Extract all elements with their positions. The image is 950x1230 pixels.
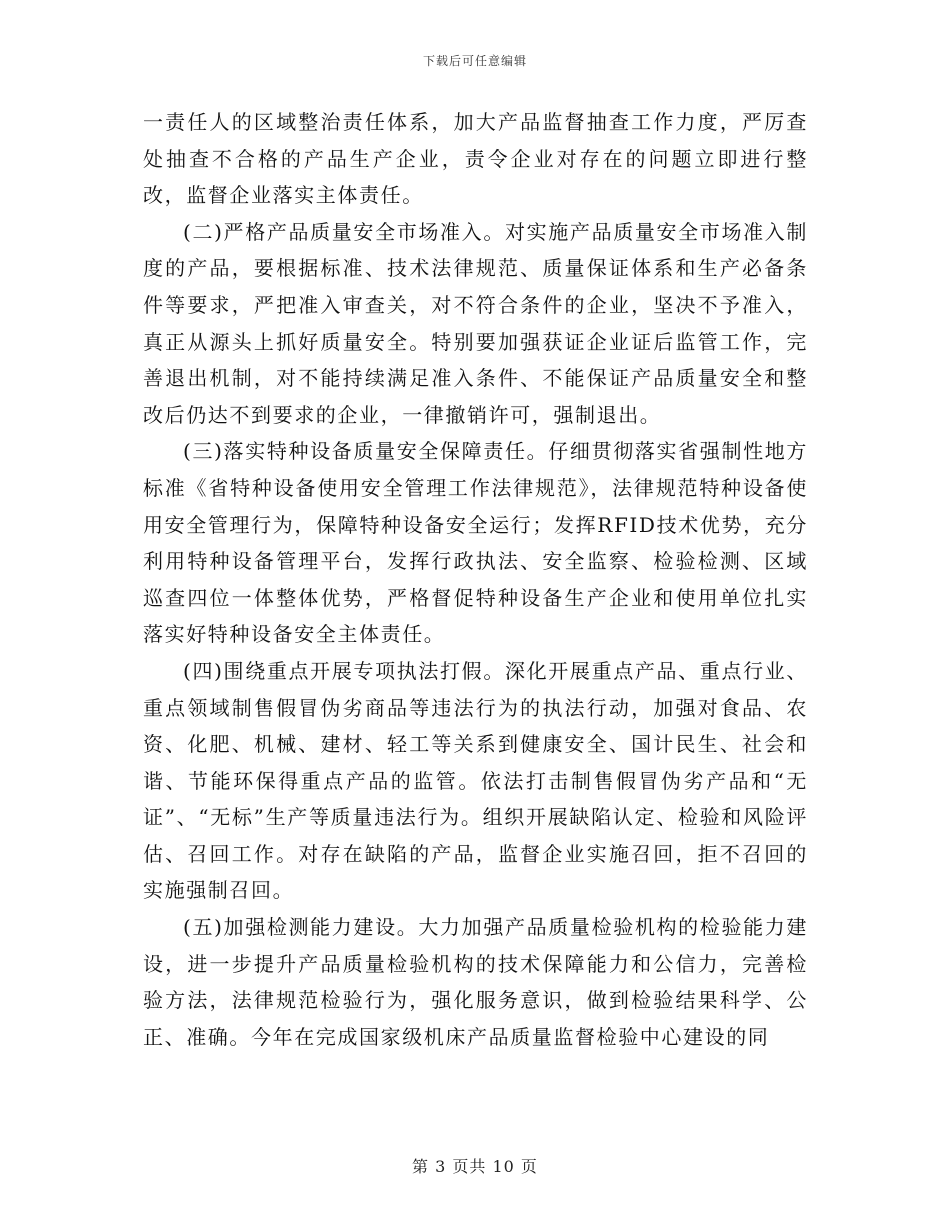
paragraph-continuation: 一责任人的区域整治责任体系，加大产品监督抽查工作力度，严厉查处抽查不合格的产品生产企业，责令企业对存在的问题立即进行整改，监督企业落实主体责任。 — [143, 110, 808, 208]
paragraph-market-access: (二)严格产品质量安全市场准入。对实施产品质量安全市场准入制度的产品，要根据标准、技术法律规范、质量保证体系和生产必备条件等要求，严把准入审查关，对不符合条件的企业，坚决不予准入，真正从源头上抓好质量安全。特别要加强获证企业证后监管工作，完善退出机制，对不能持续满足准入条件、不能保证产品质量安全和整改后仍达不到要求的企业，一律撤销许可，强制退出。 — [143, 219, 808, 427]
document-body — [143, 104, 808, 1055]
paragraph-special-equipment: (三)落实特种设备质量安全保障责任。仔细贯彻落实省强制性地方标准《省特种设备使用安全管理工作法律规范》，法律规范特种设备使用安全管理行为，保障特种设备安全运行；发挥RFID技术优势，充分利用特种设备管理平台，发挥行政执法、安全监察、检验检测、区域巡查四位一体整体优势，严格督促特种设备生产企业和使用单位扎实落实好特种设备安全主体责任。 — [143, 439, 808, 647]
page-number: 第 3 页共 10 页 — [412, 1157, 538, 1176]
paragraph-testing-capacity: (五)加强检测能力建设。大力加强产品质量检验机构的检验能力建设，进一步提升产品质量检验机构的技术保障能力和公信力，完善检验方法，法律规范检验行为，强化服务意识，做到检验结果科学、公正、准确。今年在完成国家级机床产品质量监督检验中心建设的同 — [143, 915, 808, 1049]
paragraph-law-enforcement: (四)围绕重点开展专项执法打假。深化开展重点产品、重点行业、重点领域制售假冒伪劣商品等违法行为的执法行动，加强对食品、农资、化肥、机械、建材、轻工等关系到健康安全、国计民生、社会和谐、节能环保得重点产品的监管。依法打击制售假冒伪劣产品和“无证”、“无标”生产等质量违法行为。组织开展缺陷认定、检验和风险评估、召回工作。对存在缺陷的产品，监督企业实施召回，拒不召回的实施强制召回。 — [143, 658, 808, 903]
page-header: 下载后可任意编辑 — [422, 54, 527, 68]
